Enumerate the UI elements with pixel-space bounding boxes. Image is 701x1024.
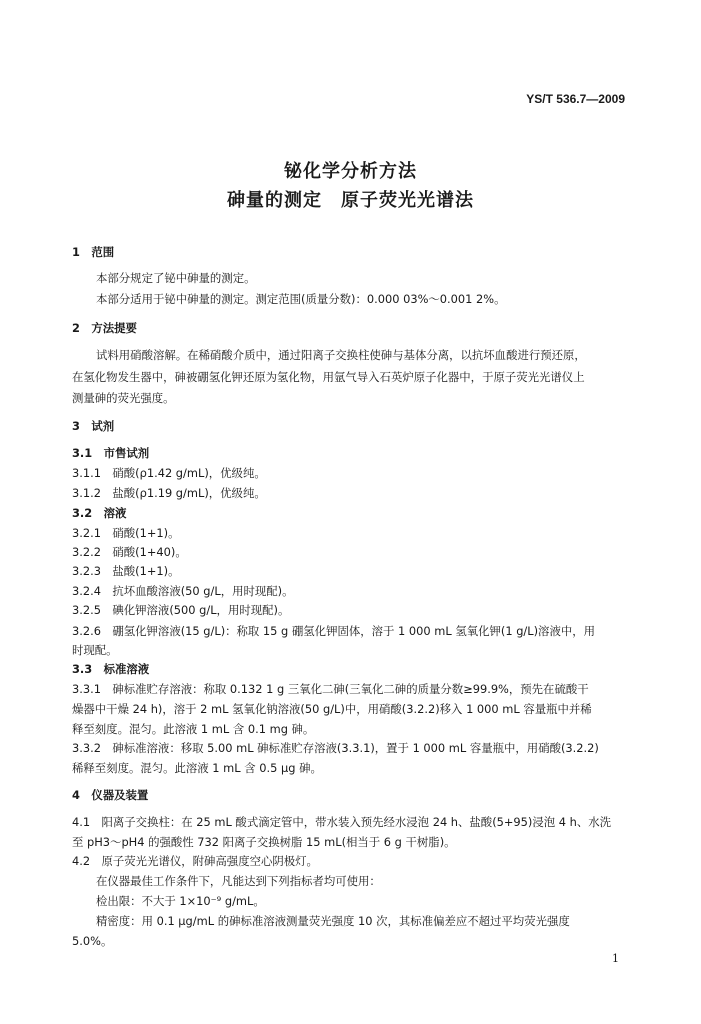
clause: 3.2.1 硝酸(1+1)。 bbox=[72, 526, 180, 540]
clause: 3.3.1 砷标准贮存溶液：称取 0.132 1 g 三氧化二砷(三氧化二砷的质量分数≥99.9%，预先在硫酸干 bbox=[72, 682, 589, 696]
section-heading: 2 方法提要 bbox=[72, 321, 137, 335]
paragraph: 本部分适用于铋中砷量的测定。测定范围(质量分数)：0.000 03%～0.001 2%。 bbox=[96, 292, 506, 306]
clause: 稀释至刻度。混匀。此溶液 1 mL 含 0.5 μg 砷。 bbox=[72, 761, 322, 775]
clause: 燥器中干燥 24 h)，溶于 2 mL 氢氧化钠溶液(50 g/L)中，用硝酸(3.2.2)移入 1 000 mL 容量瓶中并稀 bbox=[72, 702, 592, 716]
clause: 3.1.1 硝酸(ρ1.42 g/mL)，优级纯。 bbox=[72, 466, 266, 480]
paragraph: 精密度：用 0.1 μg/mL 的砷标准溶液测量荧光强度 10 次，其标准偏差应不超过平均荧光强度 bbox=[96, 914, 570, 928]
standard-code: YS/T 536.7—2009 bbox=[526, 92, 625, 106]
subsection-heading: 3.2 溶液 bbox=[72, 506, 127, 520]
clause: 释至刻度。混匀。此溶液 1 mL 含 0.1 mg 砷。 bbox=[72, 722, 315, 736]
subsection-heading: 3.3 标准溶液 bbox=[72, 662, 150, 676]
clause: 3.2.6 硼氢化钾溶液(15 g/L)：称取 15 g 硼氢化钾固体，溶于 1 000 mL 氢氧化钾(1 g/L)溶液中，用 bbox=[72, 624, 596, 638]
paragraph: 在仪器最佳工作条件下，凡能达到下列指标者均可使用： bbox=[96, 874, 381, 888]
paragraph: 5.0%。 bbox=[72, 934, 113, 948]
paragraph: 测量砷的荧光强度。 bbox=[72, 391, 175, 405]
clause: 至 pH3～pH4 的强酸性 732 阳离子交换树脂 15 mL(相当于 6 g 干树脂)。 bbox=[72, 835, 456, 849]
paragraph: 检出限：不大于 1×10⁻⁹ g/mL。 bbox=[96, 894, 265, 908]
paragraph: 本部分规定了铋中砷量的测定。 bbox=[96, 271, 256, 285]
paragraph: 在氢化物发生器中，砷被硼氢化钾还原为氢化物，用氩气导入石英炉原子化器中，于原子荧光光谱仪上 bbox=[72, 370, 585, 384]
section-heading: 3 试剂 bbox=[72, 419, 115, 433]
document-title: 铋化学分析方法 bbox=[284, 161, 417, 182]
clause: 3.3.2 砷标准溶液：移取 5.00 mL 砷标准贮存溶液(3.3.1)，置于 1 000 mL 容量瓶中，用硝酸(3.2.2) bbox=[72, 741, 599, 755]
document-subtitle: 砷量的测定 原子荧光光谱法 bbox=[227, 190, 474, 211]
clause: 3.2.5 碘化钾溶液(500 g/L，用时现配)。 bbox=[72, 603, 290, 617]
clause: 4.1 阳离子交换柱：在 25 mL 酸式滴定管中，带水装入预先经水浸泡 24 h、盐酸(5+95)浸泡 4 h、水洗 bbox=[72, 815, 612, 829]
clause: 3.2.4 抗坏血酸溶液(50 g/L，用时现配)。 bbox=[72, 584, 294, 598]
subsection-heading: 3.1 市售试剂 bbox=[72, 446, 150, 460]
section-heading: 1 范围 bbox=[72, 245, 115, 259]
clause: 3.1.2 盐酸(ρ1.19 g/mL)，优级纯。 bbox=[72, 486, 266, 500]
clause: 3.2.3 盐酸(1+1)。 bbox=[72, 564, 180, 578]
section-heading: 4 仪器及装置 bbox=[72, 788, 149, 802]
clause: 4.2 原子荧光光谱仪，附砷高强度空心阴极灯。 bbox=[72, 854, 318, 868]
paragraph: 试料用硝酸溶解。在稀硝酸介质中，通过阳离子交换柱使砷与基体分离，以抗坏血酸进行预还原， bbox=[96, 348, 586, 362]
clause: 时现配。 bbox=[72, 643, 118, 657]
page-number: 1 bbox=[612, 952, 619, 965]
clause: 3.2.2 硝酸(1+40)。 bbox=[72, 545, 187, 559]
